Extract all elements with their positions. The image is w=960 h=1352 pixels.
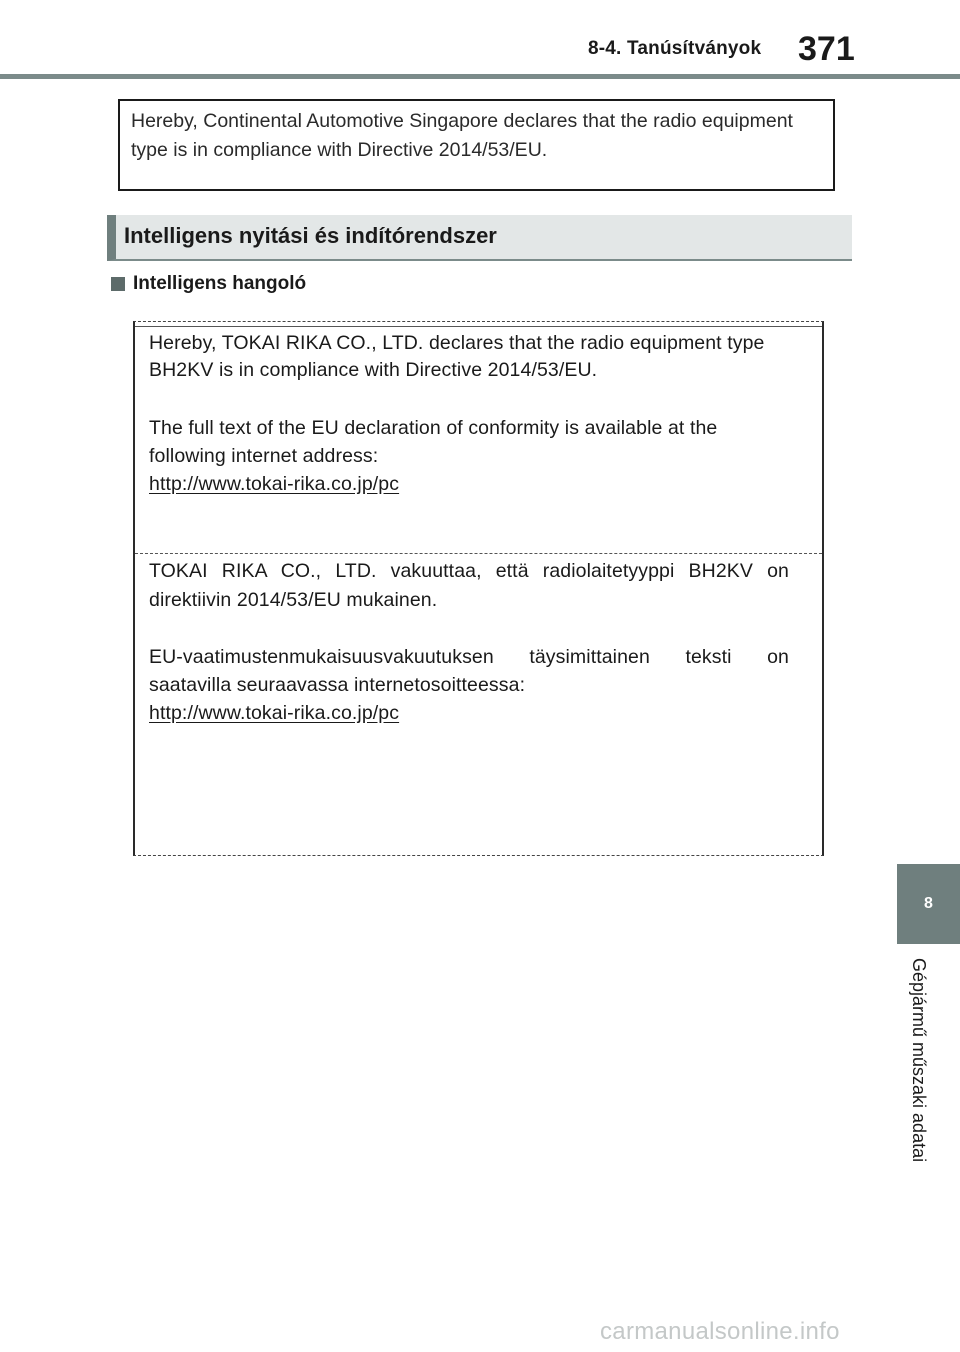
square-bullet-icon bbox=[111, 277, 125, 291]
continental-declaration-box bbox=[118, 99, 835, 191]
declaration-en-line-4: following internet address: bbox=[149, 445, 379, 467]
watermark: carmanualsonline.info bbox=[600, 1318, 840, 1345]
continental-declaration-line-2: type is in compliance with Directive 2014/53/EU. bbox=[131, 139, 548, 161]
declaration-en-link[interactable]: http://www.tokai-rika.co.jp/pc bbox=[149, 473, 400, 495]
declaration-fi-line-2: direktiivin 2014/53/EU mukainen. bbox=[149, 589, 438, 611]
section-heading bbox=[107, 215, 852, 261]
continental-declaration-line-1: Hereby, Continental Automotive Singapore declares that the radio equipment bbox=[131, 110, 793, 132]
header-divider bbox=[0, 74, 960, 79]
declaration-top-rule bbox=[135, 326, 822, 327]
page-number: 371 bbox=[798, 30, 855, 68]
subheading bbox=[111, 273, 306, 295]
chapter-tab bbox=[897, 864, 960, 944]
declaration-divider bbox=[135, 553, 822, 554]
chapter-side-label: Gépjármű műszaki adatai bbox=[909, 958, 929, 1163]
declaration-en-line-2: BH2KV is in compliance with Directive 2014/53/EU. bbox=[149, 359, 598, 381]
declaration-en-line-1: Hereby, TOKAI RIKA CO., LTD. declares that the radio equipment type bbox=[149, 332, 765, 354]
header-section-title: 8-4. Tanúsítványok bbox=[588, 38, 762, 59]
subheading-text: Intelligens hangoló bbox=[133, 273, 307, 294]
declaration-en-line-3: The full text of the EU declaration of conformity is available at the bbox=[149, 417, 718, 439]
declaration-fi-line-3: EU-vaatimustenmukaisuusvakuutuksen täysimittainen teksti on bbox=[149, 646, 789, 668]
declaration-fi-link[interactable]: http://www.tokai-rika.co.jp/pc bbox=[149, 702, 400, 724]
tokai-rika-declaration-box bbox=[133, 321, 824, 856]
section-heading-text: Intelligens nyitási és indítórendszer bbox=[124, 223, 497, 248]
declaration-fi-line-1: TOKAI RIKA CO., LTD. vakuuttaa, että radiolaitetyyppi BH2KV on bbox=[149, 560, 789, 582]
declaration-fi-line-4: saatavilla seuraavassa internetosoitteessa: bbox=[149, 674, 526, 696]
chapter-tab-number: 8 bbox=[924, 895, 933, 912]
